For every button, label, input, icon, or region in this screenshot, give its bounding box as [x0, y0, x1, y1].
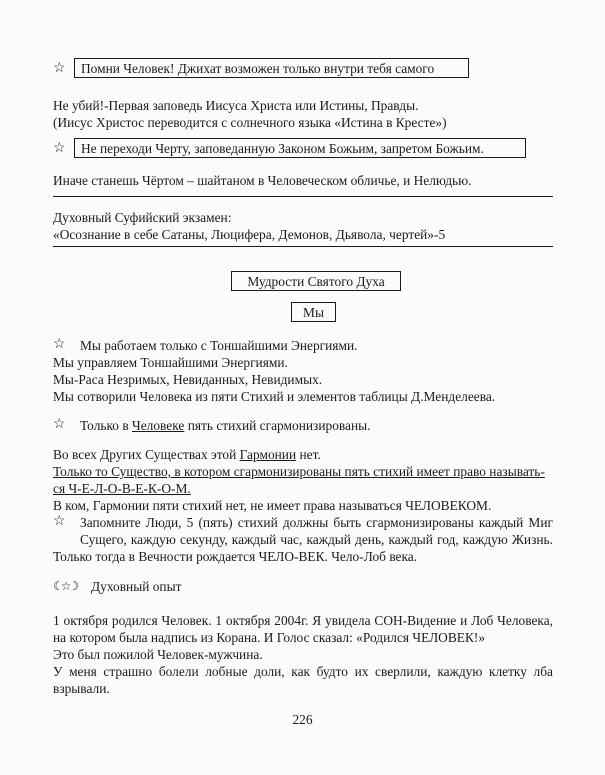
text-line: Иначе станешь Чёртом – шайтаном в Человеческом обличье, и Нелюдью.: [53, 173, 472, 188]
text-line: Не убий!-Первая заповедь Иисуса Христа или Истины, Правды.: [53, 98, 419, 113]
underlined-word: Гармонии: [239, 447, 297, 462]
page-number: 226: [292, 712, 313, 727]
text-fragment: нет.: [296, 447, 321, 462]
horizontal-rule: [53, 196, 553, 197]
text-line: (Иисус Христос переводится с солнечного языка «Истина в Кресте»): [53, 115, 447, 130]
underlined-word: Человеке: [132, 418, 185, 433]
text-line: Сущего, каждую секунду, каждый час, каждый день, каждый год, каждую Жизнь.: [80, 532, 553, 547]
text-line: «Осознание в себе Сатаны, Люцифера, Демонов, Дьявола, чертей»-5: [53, 227, 446, 242]
text-line: на котором была надпись из Корана. И Голос сказал: «Родился ЧЕЛОВЕК!»: [53, 630, 486, 645]
underlined-text-line: ся Ч-Е-Л-О-В-Е-К-О-М.: [53, 481, 191, 496]
text-line: Мы-Раса Незримых, Невиданных, Невидимых.: [53, 372, 323, 387]
star-icon: ☆: [53, 337, 66, 352]
text-fragment: Только в: [80, 418, 133, 433]
text-line: Духовный Суфийский экзамен:: [53, 210, 232, 225]
section-heading: Духовный опыт: [91, 579, 182, 594]
underlined-text-line: Только то Существо, в котором сгармонизированы пять стихий имеет право называть-: [53, 464, 545, 479]
boxed-statement-line: Не переходи Черту, заповеданную Законом Божьим, запретом Божьим.: [74, 138, 526, 158]
text-line: У меня страшно болели лобные доли, как будто их сверлили, каждую клетку лба: [53, 664, 553, 679]
text-fragment: Во всех Других Существах этой: [53, 447, 240, 462]
subtitle-box: Мы: [291, 302, 336, 322]
text-line: 1 октября родился Человек. 1 октября 2004г. Я увидела СОН-Видение и Лоб Человека,: [53, 613, 553, 628]
text-line: В ком, Гармонии пяти стихий нет, не имеет права называться ЧЕЛОВЕКОМ.: [53, 498, 492, 513]
section-title-box: Мудрости Святого Духа: [231, 271, 401, 291]
moon-star-icon: ☾☆☽: [53, 579, 77, 593]
text-line: взрывали.: [53, 681, 110, 696]
star-icon: ☆: [53, 141, 66, 156]
text-line: [53, 446, 321, 463]
horizontal-rule: [53, 246, 553, 247]
text-fragment: пять стихий сгармонизированы.: [184, 418, 371, 433]
boxed-statement-jihad: Помни Человек! Джихат возможен только внутри тебя самого: [74, 58, 469, 78]
text-line: Только тогда в Вечности рождается ЧЕЛО-ВЕК. Чело-Лоб века.: [53, 549, 418, 564]
text-line: Мы работаем только с Тоншайшими Энергиями.: [80, 338, 358, 353]
star-icon: ☆: [53, 61, 66, 76]
star-icon: ☆: [53, 417, 66, 432]
text-line: Мы сотворили Человека из пяти Стихий и элементов таблицы Д.Менделеева.: [53, 389, 496, 404]
star-icon: ☆: [53, 514, 66, 529]
text-line: Запомните Люди, 5 (пять) стихий должны быть сгармонизированы каждый Миг: [80, 515, 553, 530]
text-line: Это был пожилой Человек-мужчина.: [53, 647, 263, 662]
text-line: Мы управляем Тоншайшими Энергиями.: [53, 355, 288, 370]
text-line: [80, 417, 371, 434]
